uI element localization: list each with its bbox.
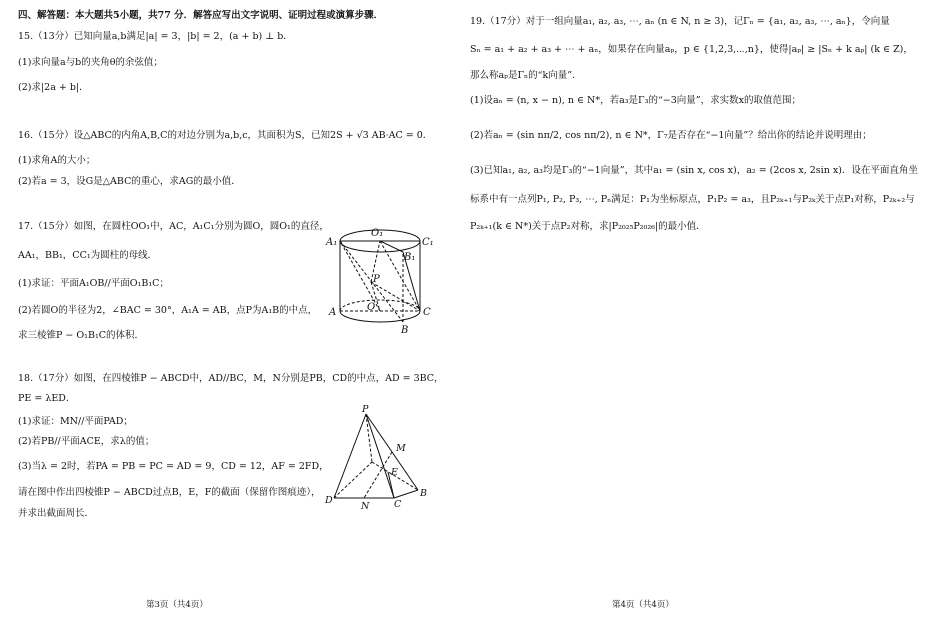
q18-part2: (2)若PB//平面ACE，求λ的值；	[18, 436, 155, 447]
label-P: P	[362, 404, 369, 415]
label-A: A	[329, 307, 337, 318]
q19-line3: 那么称aₚ是Γₙ的“k向量”．	[470, 70, 582, 81]
q19-part3-line3: P₂ₖ₊₁(k ∈ N*)关于点P₂对称，求|P₂₀₂₅P₂₀₂₆|的最小值．	[470, 221, 706, 232]
section-header: 四、解答题：本大题共5小题，共77 分．解答应写出文字说明、证明过程或演算步骤．	[18, 10, 384, 21]
label-D: D	[325, 495, 333, 506]
footer-page-3: 第3页（共4页）	[146, 600, 208, 610]
q19-part3-line1: (3)已知a₁, a₂, a₃均是Γ₃的“−1向量”，其中a₁ = (sin x, cos x)，a₂ = (2cos x, 2sin x)．设在平面直角坐	[470, 165, 918, 176]
label-B: B	[420, 488, 427, 499]
q19-line1: 19.（17分）对于一组向量a₁, a₂, a₃, ⋯, aₙ (n ∈ N, n ≥ 3)，记Γₙ = {a₁, a₂, a₃, ⋯, aₙ}，令向量	[470, 16, 890, 27]
label-B1: B₁	[404, 252, 416, 263]
q16-stem: 16.（15分）设△ABC的内角A,B,C的对边分别为a,b,c，其面积为S，已知2S + √3 AB·AC = 0．	[18, 130, 433, 141]
label-P: P	[373, 274, 380, 285]
q19-line2: Sₙ = a₁ + a₂ + a₃ + ⋯ + aₙ，如果存在向量aₚ，p ∈ {1,2,3,⋯,n}，使得|aₚ| ≥ |Sₙ + k aₚ| (k ∈ Z)，	[470, 44, 913, 55]
q19-part3-line2: 标系中有一点列P₁, P₂, P₃, ⋯, Pₙ满足：P₁为坐标原点，P₁P₂ = a₃，且P₂ₖ₊₁与P₂ₖ关于点P₁对称，P₂ₖ₊₂与	[470, 194, 915, 205]
q16-part2: (2)若a = 3，设G是△ABC的重心，求AG的最小值．	[18, 176, 241, 187]
label-B: B	[401, 325, 409, 336]
pyramid-figure	[322, 402, 437, 520]
q17-part1: (1)求证：平面A₁OB//平面O₁B₁C；	[18, 278, 169, 289]
q15-stem: 15.（13分）已知向量a,b满足|a| = 3，|b| = 2，(a + b) ⊥ b．	[18, 31, 293, 42]
q17-part2-line1: (2)若圆O的半径为2，∠BAC = 30°，A₁A = AB，点P为A₁B的中点，	[18, 305, 318, 316]
q18-part3-line3: 并求出截面周长．	[18, 508, 95, 519]
q18-part3-line1: (3)当λ = 2时，若PA = PB = PC = AD = 9，CD = 12，AF = 2FD，	[18, 461, 329, 472]
q19-part2: (2)若aₙ = (sin nπ/2, cos nπ/2), n ∈ N*，Γ₇是否存在“−1向量”？给出你的结论并说明理由；	[470, 130, 872, 141]
q18-part1: (1)求证：MN//平面PAD；	[18, 416, 133, 427]
label-O1: O₁	[371, 228, 384, 239]
q17-stem-line1: 17.（15分）如图，在圆柱OO₁中，AC，A₁C₁分别为圆O，圆O₁的直径，	[18, 221, 329, 232]
label-N: N	[361, 501, 370, 512]
label-M: M	[396, 443, 406, 454]
q15-part1: (1)求向量a与b的夹角θ的余弦值；	[18, 57, 163, 68]
q18-part3-line2: 请在图中作出四棱锥P − ABCD过点B，E，F的截面（保留作图痕迹），	[18, 487, 321, 498]
q18-stem-line2: PE = λED．	[18, 393, 76, 404]
label-C1: C₁	[422, 237, 434, 248]
label-A1: A₁	[326, 237, 338, 248]
q19-part1: (1)设aₙ = (n, x − n), n ∈ N*，若a₃是Γ₃的“−3向量”，求实数x的取值范围；	[470, 95, 802, 106]
q16-part1: (1)求角A的大小；	[18, 155, 96, 166]
q17-part2-line2: 求三棱锥P − O₁B₁C的体积．	[18, 330, 145, 341]
label-O: O	[367, 302, 376, 313]
label-E: E	[391, 467, 398, 478]
label-C: C	[423, 307, 431, 318]
footer-page-4: 第4页（共4页）	[612, 600, 674, 610]
q17-stem-line2: AA₁，BB₁，CC₁为圆柱的母线．	[18, 250, 158, 261]
q18-stem-line1: 18.（17分）如图，在四棱锥P − ABCD中，AD//BC，M，N分别是PB，CD的中点，AD = 3BC，	[18, 373, 444, 384]
cylinder-figure	[325, 222, 440, 340]
label-C: C	[394, 499, 402, 510]
q15-part2: (2)求|2a + b|．	[18, 82, 89, 93]
